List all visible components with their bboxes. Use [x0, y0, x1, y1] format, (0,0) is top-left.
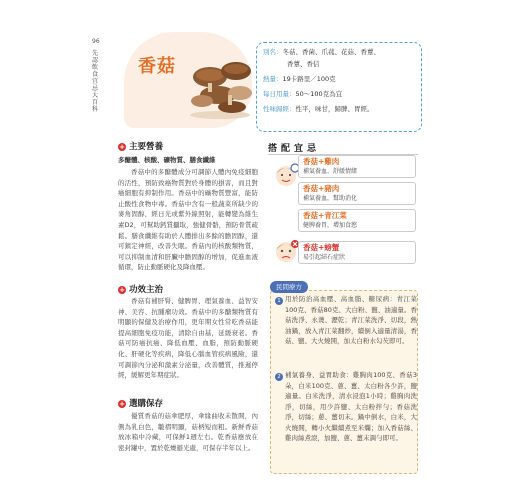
plus-icon: + [119, 399, 125, 408]
number-badge: 1 [275, 297, 283, 305]
pairing-desc: 補氣養血、舒緩情緒 [303, 168, 358, 175]
pairing-card-0 [298, 155, 416, 178]
pairing-card-2 [298, 209, 416, 232]
calorie-row: 熱量：19卡路里／100克 [263, 75, 336, 83]
pairing-title: 香菇+雞肉 [303, 157, 340, 166]
remedy-box [270, 290, 418, 474]
daily-row: 每日用量：50～100克為宜 [263, 90, 343, 98]
pairing-desc: 補氣養血，幫助消化 [303, 195, 358, 202]
storage-body: 優質香菇的菇傘肥厚，傘緣曲收未散開，內側為乳白色，皺褶明顯，菇柄短而粗。新鮮香菇放冰箱中冷藏，可保鮮1週左右。乾香菇應放在密封罐中，置於乾燥避光處，可保存半年以上。 [118, 412, 258, 452]
pairing-title: 香菇+豬肉 [303, 184, 340, 193]
food-info-box [256, 42, 422, 132]
pairing-title: 香菇+螃蟹 [303, 243, 340, 252]
function-body: 香菇有補肝腎、健脾胃、理氣養血、益智安神、美容、抗腫瘤功效。香菇中的多醣類物質有明顯的保健及治療作用，更年期女性常吃香菇能提高細胞免疫功能，清除自由基，延緩衰老。香菇可防癌抗癌、降低血壓、血脂，預防動脈硬化、肝硬化等疾病，降低心腦血管疾病風險，還可調節內分泌和激素分泌量，改善體質，推遲停經，緩解更年期症狀。 [118, 297, 258, 380]
pairing-desc: 健脾養胃，增加食慾 [303, 222, 358, 229]
plus-icon: + [119, 142, 125, 151]
good-face-icon [272, 160, 300, 188]
bad-face-icon [272, 236, 300, 264]
series-title: 先認飲食宜忌大百科 [92, 50, 99, 113]
alias-row-cont: 香蕈、香信 [287, 60, 320, 68]
storage-heading: + 選購保存 [119, 399, 164, 409]
pairing-title: 香菇+青江菜 [303, 211, 347, 220]
page-number: 96 [92, 38, 100, 45]
nutrition-sub: 多醣體、核酸、礦物質、膳食纖維 [118, 156, 216, 164]
nutrition-body: 香菇中的多醣體成分可調節人體內免疫細胞的活性，預防致癌物質對於身體的損害，而且對癌細胞有抑制作用。香菇中的礦物質豐富，能防止酸性食物中毒。香菇中含有一般蔬菜所缺少的麥角固醇，經日光或紫外線照射，能轉變為維生素D2，可幫助鈣質攝取，強健骨骼，預防骨質疏鬆。膳食纖維有助於人體排出多餘的膽固醇，還可鎮定神經，改善失眠。香菇內的核酸類物質，可以抑制血清和肝臟中膽固醇的增加，促進血液循環，防止動脈硬化及降血壓。 [118, 168, 258, 272]
pairing-card-bad [298, 241, 416, 264]
remedy-item-0: 用於防治高血壓、高血脂、糖尿病：青江菜100克、香菇80克、大白粉、鹽、油適量。香菇洗淨、永燙、瀝乾；青江菜洗淨、切段，熱油鍋，放入青江菜翻炒，續倒入適量清湯，香菇、鹽、大火燒開，加太白粉水勾芡即可。 [285, 295, 417, 345]
alias-row: 別名：冬菇、香菌、爪菰、花菇、香蕈、 [263, 48, 380, 56]
nature-row: 性味歸經：性平，味甘，歸脾、胃經。 [263, 105, 374, 113]
mushroom-cap-icon [191, 62, 252, 113]
shiitake-illustration [188, 55, 260, 121]
remedy-item-1: 補氣養身、益胃助食：雞胸肉100克、香菇3朵，白米100克、蔥、薑、太白粉各少許，鹽適量。白米洗淨，清水浸泡1小時；雞胸肉洗淨，切絲，用少許鹽、太白粉拌勻；香菇洗淨，切絲；蔥、薑切末。鍋中倒水，白米，大火燒開，轉小火繼續煮至米爛；加入香菇絲、雞肉絲煮滾，加鹽、蔥、薑末調勻即可。 [285, 371, 417, 442]
nutrition-heading: + 主要營養 [119, 142, 164, 152]
pairing-heading: 搭配宜忌 [268, 144, 321, 154]
food-title: 香菇 [138, 56, 176, 77]
function-heading: + 功效主治 [119, 285, 164, 295]
number-badge: 2 [275, 373, 283, 381]
pairing-card-1 [298, 182, 416, 205]
pairing-desc: 易引起結石症狀 [303, 254, 346, 261]
plus-icon: + [119, 285, 125, 294]
remedy-label: 民間療方 [270, 281, 308, 293]
